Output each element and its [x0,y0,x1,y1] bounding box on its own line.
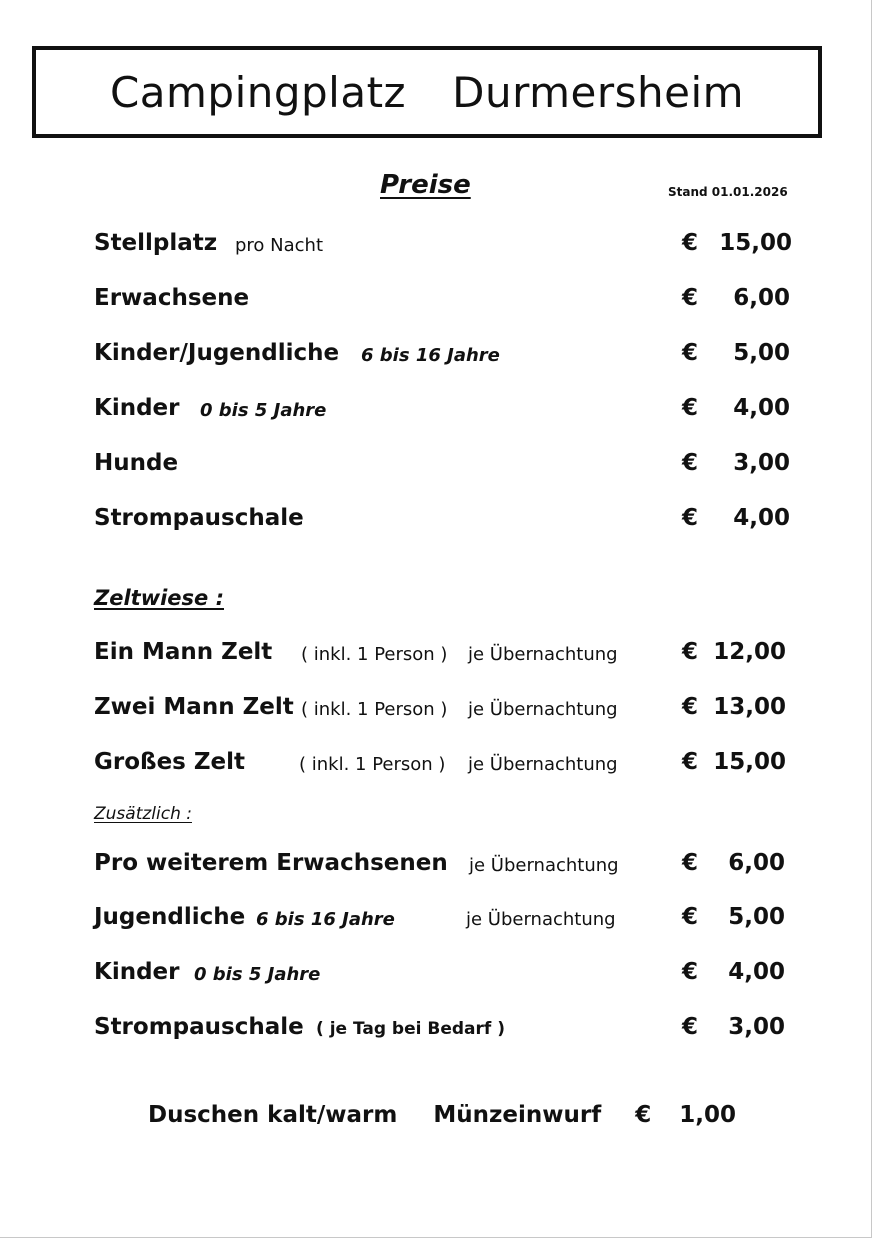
item-name: Großes Zelt [94,749,246,775]
item-name: Pro weiterem Erwachsenen [94,850,448,876]
item-price: 3,00 [733,450,790,476]
shower-price: 1,00 [679,1102,737,1128]
price-row-erwachsene [0,285,874,325]
item-name: Ein Mann Zelt [94,639,273,665]
price-row-hunde [0,450,874,490]
price-row-grosses-zelt [0,749,874,789]
item-note: 0 bis 5 Jahre [194,964,321,985]
item-price: 15,00 [719,230,792,256]
prices-heading: Preise [380,170,471,200]
currency-symbol: € [682,749,699,775]
price-row-weiterer-erwachsener [0,850,874,890]
item-price: 4,00 [733,505,790,531]
item-per-night: je Übernachtung [468,754,618,775]
item-note: 6 bis 16 Jahre [256,909,395,930]
currency-symbol: € [682,340,699,366]
item-per-night: je Übernachtung [466,909,616,930]
item-note: ( inkl. 1 Person ) [301,699,448,720]
item-price: 4,00 [728,959,785,985]
price-row-zwei-mann-zelt [0,694,874,734]
shower-info [148,1102,736,1128]
currency-symbol: € [682,1014,699,1040]
currency-symbol: € [682,230,699,256]
item-note: ( inkl. 1 Person ) [299,754,446,775]
item-per-night: je Übernachtung [468,699,618,720]
zusaetzlich-heading: Zusätzlich : [94,804,192,824]
price-row-strompauschale [0,505,874,545]
currency-symbol: € [682,850,699,876]
currency-symbol: € [682,395,699,421]
item-price: 6,00 [728,850,785,876]
title-part-2: Durmersheim [452,67,745,117]
shower-label: Duschen kalt/warm [148,1102,398,1128]
currency-symbol: € [682,505,699,531]
title-part-1: Campingplatz [109,67,407,117]
price-row-ein-mann-zelt [0,639,874,679]
item-name: Hunde [94,450,179,476]
item-per-night: je Übernachtung [468,644,618,665]
currency-symbol: € [682,904,699,930]
currency-symbol: € [682,959,699,985]
item-name: Zwei Mann Zelt [94,694,294,720]
item-price: 3,00 [728,1014,785,1040]
price-row-stellplatz [0,230,874,270]
item-note: ( inkl. 1 Person ) [301,644,448,665]
price-row-kinder-extra [0,959,874,999]
currency-symbol: € [682,450,699,476]
zeltwiese-heading: Zeltwiese : [94,586,224,610]
item-note: 6 bis 16 Jahre [361,345,500,366]
item-per-night: je Übernachtung [469,855,619,876]
currency-symbol: € [682,285,699,311]
item-note: 0 bis 5 Jahre [200,400,327,421]
item-name: Kinder/Jugendliche [94,340,340,366]
item-name: Stellplatz [94,230,218,256]
currency-symbol: € [682,694,699,720]
item-price: 5,00 [728,904,785,930]
item-note: pro Nacht [235,235,324,256]
price-row-kinder [0,395,874,435]
item-price: 4,00 [733,395,790,421]
item-name: Strompauschale [94,1014,304,1040]
price-row-kinder-jugendliche [0,340,874,380]
item-price: 6,00 [733,285,790,311]
title-box [32,46,822,138]
item-name: Jugendliche [94,904,246,930]
item-name: Strompauschale [94,505,304,531]
price-row-strompauschale-extra [0,1014,874,1054]
item-price: 5,00 [733,340,790,366]
valid-from-date: Stand 01.01.2026 [668,185,788,199]
item-price: 13,00 [713,694,786,720]
currency-symbol: € [682,639,699,665]
item-note: ( je Tag bei Bedarf ) [316,1019,505,1039]
item-price: 12,00 [713,639,786,665]
item-price: 15,00 [713,749,786,775]
shower-coin-method: Münzeinwurf [433,1102,602,1128]
price-row-jugendliche [0,904,874,944]
shower-currency: € [635,1102,652,1128]
item-name: Kinder [94,395,180,421]
item-name: Kinder [94,959,180,985]
item-name: Erwachsene [94,285,250,311]
